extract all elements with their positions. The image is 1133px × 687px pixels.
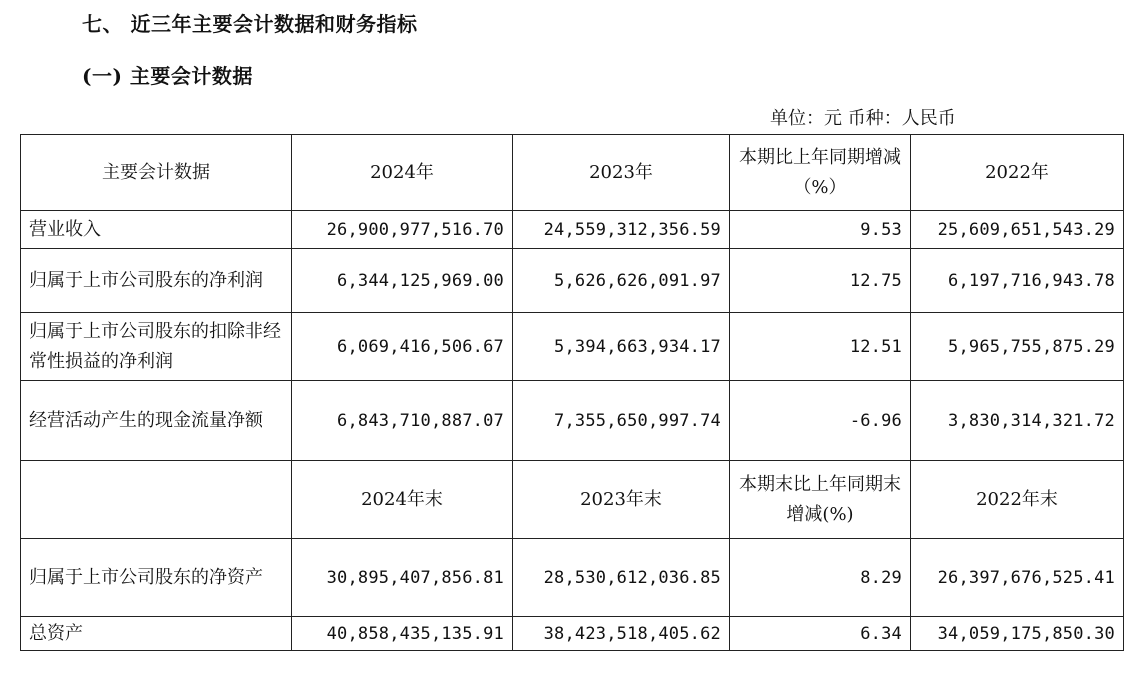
table-row <box>21 617 1124 651</box>
section-title: 七、 近三年主要会计数据和财务指标 <box>82 12 418 36</box>
row-label: 归属于上市公司股东的净资产 <box>21 539 292 617</box>
header-cell: 主要会计数据 <box>21 135 292 211</box>
header-cell: 2024年 <box>292 135 513 211</box>
table-header-row <box>21 135 1124 211</box>
change-cell: 9.53 <box>730 211 911 249</box>
value-cell: 5,965,755,875.29 <box>911 313 1124 381</box>
table-row <box>21 211 1124 249</box>
unit-note: 单位：元 币种：人民币 <box>770 108 956 129</box>
table-row <box>21 249 1124 313</box>
row-label: 归属于上市公司股东的净利润 <box>21 249 292 313</box>
header-cell: 2022年 <box>911 135 1124 211</box>
header-cell: 2024年末 <box>292 461 513 539</box>
change-cell: 12.75 <box>730 249 911 313</box>
value-cell: 6,843,710,887.07 <box>292 381 513 461</box>
value-cell: 38,423,518,405.62 <box>513 617 730 651</box>
header-cell <box>21 461 292 539</box>
value-cell: 6,344,125,969.00 <box>292 249 513 313</box>
header-cell: 本期比上年同期增减（%） <box>730 135 911 211</box>
value-cell: 6,069,416,506.67 <box>292 313 513 381</box>
table-row <box>21 539 1124 617</box>
value-cell: 24,559,312,356.59 <box>513 211 730 249</box>
row-label: 经营活动产生的现金流量净额 <box>21 381 292 461</box>
table-header-row <box>21 461 1124 539</box>
header-cell: 本期末比上年同期末增减(%) <box>730 461 911 539</box>
value-cell: 34,059,175,850.30 <box>911 617 1124 651</box>
value-cell: 28,530,612,036.85 <box>513 539 730 617</box>
value-cell: 7,355,650,997.74 <box>513 381 730 461</box>
header-cell: 2022年末 <box>911 461 1124 539</box>
row-label: 营业收入 <box>21 211 292 249</box>
value-cell: 25,609,651,543.29 <box>911 211 1124 249</box>
header-cell: 2023年 <box>513 135 730 211</box>
value-cell: 6,197,716,943.78 <box>911 249 1124 313</box>
value-cell: 40,858,435,135.91 <box>292 617 513 651</box>
change-cell: 12.51 <box>730 313 911 381</box>
accounting-data-table <box>20 134 1124 651</box>
value-cell: 5,626,626,091.97 <box>513 249 730 313</box>
value-cell: 5,394,663,934.17 <box>513 313 730 381</box>
change-cell: 8.29 <box>730 539 911 617</box>
value-cell: 26,397,676,525.41 <box>911 539 1124 617</box>
row-label: 归属于上市公司股东的扣除非经常性损益的净利润 <box>21 313 292 381</box>
subsection-title: (一) 主要会计数据 <box>82 64 253 88</box>
change-cell: 6.34 <box>730 617 911 651</box>
table-row <box>21 381 1124 461</box>
value-cell: 26,900,977,516.70 <box>292 211 513 249</box>
table-row <box>21 313 1124 381</box>
value-cell: 30,895,407,856.81 <box>292 539 513 617</box>
change-cell: -6.96 <box>730 381 911 461</box>
header-cell: 2023年末 <box>513 461 730 539</box>
row-label: 总资产 <box>21 617 292 651</box>
value-cell: 3,830,314,321.72 <box>911 381 1124 461</box>
